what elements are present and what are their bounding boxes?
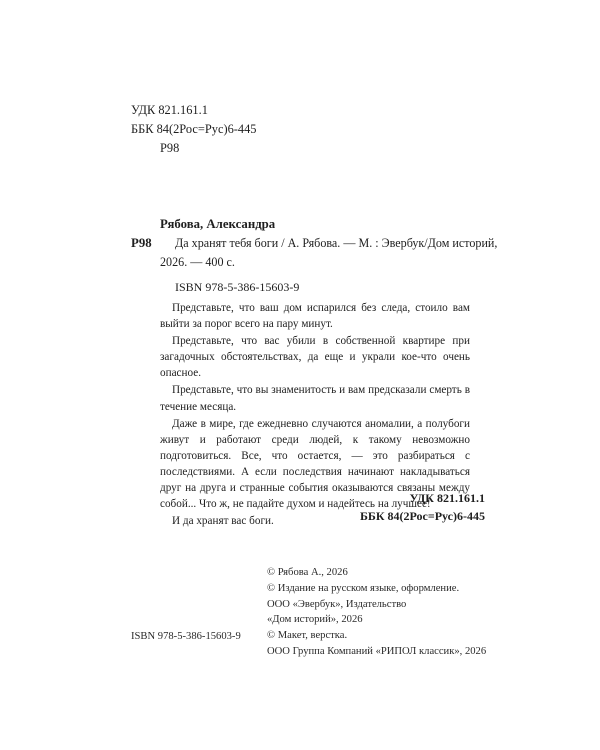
author-code-top: Р98 [160,141,180,155]
copyright-line: © Макет, верстка. [267,630,348,642]
annotation-paragraph: Представьте, что вас убили в собственной квартире при загадочных обстоятельствах, да еще и украли кое-что очень опасное. [160,335,470,380]
catalog-title-line-1: Да хранят тебя боги / А. Рябова. — М. : Эвербук/Дом историй, [175,236,498,250]
bbk-code: ББК 84(2Рос=Рус)6-445 [131,122,257,136]
udk-code: УДК 821.161.1 [131,103,208,117]
annotation-paragraph: Даже в мире, где ежедневно случаются аномалии, а полубоги живут и работают среди людей, к такому невозможно подготовиться. Все, что остается, — это разбираться с последствиями. А если последствия начинают накладываться друг на друга и странные события оказываются связаны между собой... Что ж, не падайте духом и надейтесь на лучшее! [160,417,470,511]
right-udk-code: УДК 821.161.1 [409,491,485,505]
annotation-paragraph: И да хранят вас боги. [172,515,274,528]
catalog-author-mark: Р98 [131,236,152,250]
right-bbk-code: ББК 84(2Рос=Рус)6-445 [359,509,485,523]
copyright-line: © Рябова А., 2026 [267,567,348,578]
bottom-isbn: ISBN 978-5-386-15603-9 [131,631,241,642]
copyright-line: «Дом историй», 2026 [267,614,363,626]
catalog-author: Рябова, Александра [160,217,276,231]
annotation-paragraph: Представьте, что ваш дом испарился без следа, стоило вам выйти за порог всего на пару минут. [160,302,470,331]
copyright-line: ООО Группа Компаний «РИПОЛ классик», 2026 [267,645,487,657]
copyright-line: ООО «Эвербук», Издательство [267,598,407,610]
catalog-isbn: ISBN 978-5-386-15603-9 [175,280,300,294]
copyright-block [267,565,547,660]
annotation-paragraph: Представьте, что вы знаменитость и вам предсказали смерть в течение месяца. [160,384,470,413]
copyright-line: © Издание на русском языке, оформление. [267,582,460,594]
catalog-title-line-2: 2026. — 400 с. [160,255,235,269]
